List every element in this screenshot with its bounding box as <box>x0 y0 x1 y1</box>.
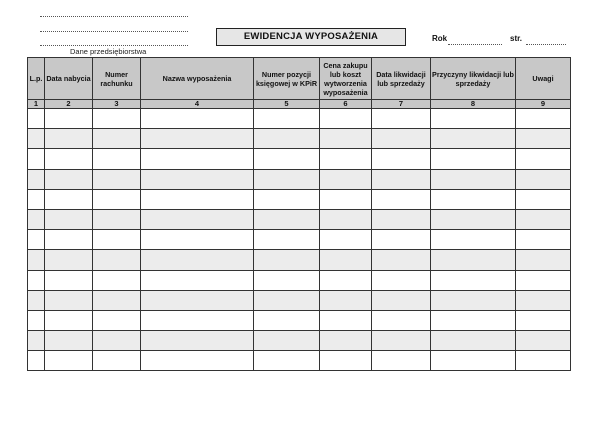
table-row <box>28 310 571 330</box>
table-cell[interactable] <box>141 310 254 330</box>
form-title: EWIDENCJA WYPOSAŻENIA <box>216 28 406 46</box>
table-cell[interactable] <box>93 129 141 149</box>
table-cell[interactable] <box>45 290 93 310</box>
table-cell[interactable] <box>431 250 516 270</box>
table-cell[interactable] <box>141 189 254 209</box>
table-cell[interactable] <box>254 189 320 209</box>
table-cell[interactable] <box>372 169 431 189</box>
col-header-purchase-price: Cena zakupu lub koszt wytworzenia wyposażenia <box>320 58 372 100</box>
table-cell[interactable] <box>320 351 372 371</box>
table-row <box>28 351 571 371</box>
col-number-6: 6 <box>320 100 372 109</box>
table-cell[interactable] <box>93 209 141 229</box>
table-cell[interactable] <box>93 109 141 129</box>
table-cell[interactable] <box>372 129 431 149</box>
table-row <box>28 189 571 209</box>
year-field[interactable] <box>448 44 502 45</box>
table-cell[interactable] <box>141 270 254 290</box>
table-cell[interactable] <box>28 189 45 209</box>
table-row <box>28 250 571 270</box>
table-cell[interactable] <box>141 149 254 169</box>
table-cell[interactable] <box>28 230 45 250</box>
table-cell[interactable] <box>516 230 571 250</box>
table-cell[interactable] <box>516 250 571 270</box>
ledger-body <box>28 109 571 371</box>
table-cell[interactable] <box>372 109 431 129</box>
col-header-lp: L.p. <box>28 58 45 100</box>
table-cell[interactable] <box>254 351 320 371</box>
table-cell[interactable] <box>93 331 141 351</box>
table-cell[interactable] <box>45 169 93 189</box>
table-cell[interactable] <box>45 189 93 209</box>
table-row <box>28 129 571 149</box>
col-header-acquisition-date: Data nabycia <box>45 58 93 100</box>
table-cell[interactable] <box>141 129 254 149</box>
table-cell[interactable] <box>372 250 431 270</box>
col-number-4: 4 <box>141 100 254 109</box>
company-label: Dane przedsiębiorstwa <box>70 47 147 56</box>
table-cell[interactable] <box>254 310 320 330</box>
table-cell[interactable] <box>516 290 571 310</box>
col-number-3: 3 <box>93 100 141 109</box>
table-cell[interactable] <box>320 149 372 169</box>
table-cell[interactable] <box>320 290 372 310</box>
company-line-1 <box>40 16 188 17</box>
table-cell[interactable] <box>372 331 431 351</box>
table-cell[interactable] <box>431 331 516 351</box>
table-cell[interactable] <box>431 209 516 229</box>
table-cell[interactable] <box>28 331 45 351</box>
table-cell[interactable] <box>45 270 93 290</box>
table-cell[interactable] <box>45 230 93 250</box>
table-cell[interactable] <box>320 129 372 149</box>
table-cell[interactable] <box>516 270 571 290</box>
table-row <box>28 290 571 310</box>
table-cell[interactable] <box>254 209 320 229</box>
table-cell[interactable] <box>93 189 141 209</box>
table-cell[interactable] <box>93 230 141 250</box>
table-cell[interactable] <box>28 129 45 149</box>
table-cell[interactable] <box>320 169 372 189</box>
table-cell[interactable] <box>431 189 516 209</box>
table-cell[interactable] <box>254 109 320 129</box>
table-cell[interactable] <box>254 129 320 149</box>
table-cell[interactable] <box>516 310 571 330</box>
table-cell[interactable] <box>254 290 320 310</box>
table-cell[interactable] <box>28 310 45 330</box>
table-cell[interactable] <box>45 250 93 270</box>
equipment-ledger-table <box>27 57 571 371</box>
table-cell[interactable] <box>516 331 571 351</box>
table-cell[interactable] <box>431 109 516 129</box>
table-cell[interactable] <box>141 351 254 371</box>
table-cell[interactable] <box>372 209 431 229</box>
col-number-5: 5 <box>254 100 320 109</box>
table-cell[interactable] <box>141 230 254 250</box>
table-cell[interactable] <box>254 331 320 351</box>
table-cell[interactable] <box>320 189 372 209</box>
table-cell[interactable] <box>320 109 372 129</box>
table-cell[interactable] <box>93 351 141 371</box>
table-cell[interactable] <box>516 149 571 169</box>
col-number-2: 2 <box>45 100 93 109</box>
table-cell[interactable] <box>28 149 45 169</box>
table-cell[interactable] <box>254 149 320 169</box>
table-cell[interactable] <box>93 149 141 169</box>
table-cell[interactable] <box>93 169 141 189</box>
table-cell[interactable] <box>141 250 254 270</box>
table-cell[interactable] <box>516 129 571 149</box>
table-cell[interactable] <box>320 209 372 229</box>
column-number-row <box>28 100 571 109</box>
table-cell[interactable] <box>93 250 141 270</box>
company-line-2 <box>40 31 188 32</box>
col-number-9: 9 <box>516 100 571 109</box>
table-cell[interactable] <box>516 169 571 189</box>
table-cell[interactable] <box>431 270 516 290</box>
table-cell[interactable] <box>516 351 571 371</box>
table-cell[interactable] <box>28 290 45 310</box>
table-row <box>28 230 571 250</box>
table-row <box>28 270 571 290</box>
table-cell[interactable] <box>93 290 141 310</box>
col-number-7: 7 <box>372 100 431 109</box>
header-row <box>28 58 571 100</box>
table-cell[interactable] <box>45 209 93 229</box>
table-cell[interactable] <box>516 189 571 209</box>
table-cell[interactable] <box>320 331 372 351</box>
table-row <box>28 209 571 229</box>
table-cell[interactable] <box>141 290 254 310</box>
table-cell[interactable] <box>372 310 431 330</box>
table-cell[interactable] <box>372 189 431 209</box>
table-cell[interactable] <box>516 209 571 229</box>
table-cell[interactable] <box>372 149 431 169</box>
table-cell[interactable] <box>28 351 45 371</box>
table-cell[interactable] <box>28 209 45 229</box>
table-cell[interactable] <box>141 331 254 351</box>
table-cell[interactable] <box>93 270 141 290</box>
table-cell[interactable] <box>141 209 254 229</box>
year-label: Rok <box>432 34 448 43</box>
table-cell[interactable] <box>28 270 45 290</box>
page-field[interactable] <box>526 44 566 45</box>
company-line-3 <box>40 45 188 46</box>
table-cell[interactable] <box>254 270 320 290</box>
page-label: str. <box>510 34 523 43</box>
table-cell[interactable] <box>320 250 372 270</box>
table-row <box>28 331 571 351</box>
table-row <box>28 149 571 169</box>
table-cell[interactable] <box>45 129 93 149</box>
table-cell[interactable] <box>431 310 516 330</box>
table-cell[interactable] <box>372 290 431 310</box>
table-cell[interactable] <box>45 351 93 371</box>
table-cell[interactable] <box>431 129 516 149</box>
col-header-kpir-entry: Numer pozycji księgowej w KPiR <box>254 58 320 100</box>
table-cell[interactable] <box>372 230 431 250</box>
table-cell[interactable] <box>45 109 93 129</box>
table-cell[interactable] <box>141 109 254 129</box>
table-cell[interactable] <box>320 270 372 290</box>
col-header-disposal-reason: Przyczyny likwidacji lub sprzedaży <box>431 58 516 100</box>
table-cell[interactable] <box>45 310 93 330</box>
table-row <box>28 169 571 189</box>
table-cell[interactable] <box>28 109 45 129</box>
table-cell[interactable] <box>254 250 320 270</box>
table-cell[interactable] <box>93 310 141 330</box>
table-cell[interactable] <box>320 230 372 250</box>
table-cell[interactable] <box>254 169 320 189</box>
table-cell[interactable] <box>516 109 571 129</box>
table-cell[interactable] <box>28 169 45 189</box>
col-number-8: 8 <box>431 100 516 109</box>
table-cell[interactable] <box>372 351 431 371</box>
col-header-invoice-number: Numer rachunku <box>93 58 141 100</box>
table-cell[interactable] <box>372 270 431 290</box>
table-cell[interactable] <box>431 230 516 250</box>
table-cell[interactable] <box>431 351 516 371</box>
table-cell[interactable] <box>431 149 516 169</box>
table-cell[interactable] <box>141 169 254 189</box>
table-cell[interactable] <box>431 169 516 189</box>
col-header-disposal-date: Data likwidacji lub sprzedaży <box>372 58 431 100</box>
table-row <box>28 109 571 129</box>
table-cell[interactable] <box>320 310 372 330</box>
table-cell[interactable] <box>431 290 516 310</box>
col-number-1: 1 <box>28 100 45 109</box>
col-header-equipment-name: Nazwa wyposażenia <box>141 58 254 100</box>
table-cell[interactable] <box>45 149 93 169</box>
table-cell[interactable] <box>28 250 45 270</box>
table-cell[interactable] <box>45 331 93 351</box>
table-cell[interactable] <box>254 230 320 250</box>
col-header-notes: Uwagi <box>516 58 571 100</box>
